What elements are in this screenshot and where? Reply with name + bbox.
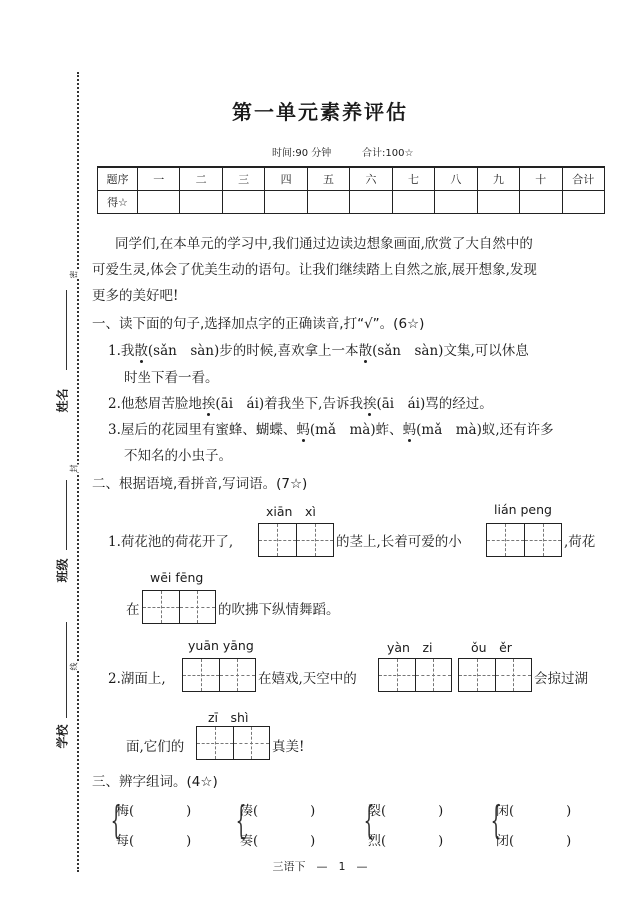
s2-q1-text-d: 在 — [126, 602, 140, 618]
text: 2.他愁眉苦脸地 — [108, 396, 202, 412]
name-label: 姓名 — [55, 388, 70, 413]
word-pair-3-top[interactable]: 裂( ) — [368, 804, 444, 819]
score-cell[interactable] — [180, 191, 222, 214]
score-cell[interactable] — [435, 191, 477, 214]
section-2-heading: 二、根据语境,看拼音,写词语。(7☆) — [92, 476, 308, 492]
score-label-cell: 得☆ — [98, 191, 138, 214]
pinyin-ouer: ǒu ěr — [471, 640, 512, 655]
s1-q1-line-1 — [108, 339, 529, 359]
write-grid-ouer[interactable] — [458, 658, 532, 692]
brace-icon: { — [110, 798, 122, 842]
word-pair-3-bottom[interactable]: 烈( ) — [368, 834, 444, 849]
col-header-cell: 九 — [477, 167, 519, 191]
word-pair-1-top[interactable]: 梅( ) — [116, 804, 192, 819]
s2-q1-text-a: 1.荷花池的荷花开了, — [108, 534, 234, 550]
col-header-cell: 五 — [307, 167, 349, 191]
word-pair-4-bottom[interactable]: 闭( ) — [496, 834, 572, 849]
score-table-score-row — [98, 191, 605, 214]
intro-line-1: 同学们,在本单元的学习中,我们通过边读边想象画面,欣赏了大自然中的 — [115, 236, 533, 252]
text: (sǎn sàn)步的时候,喜欢拿上一本 — [147, 343, 359, 359]
score-table-header-row — [98, 167, 605, 191]
page-footer: 三语下 — 1 — — [272, 860, 368, 873]
word-pair-4-top[interactable]: 闲( ) — [496, 804, 572, 819]
s2-q2-text-a: 2.湖面上, — [108, 671, 166, 687]
word-pair-2-bottom[interactable]: 奏( ) — [240, 834, 316, 849]
score-cell[interactable] — [477, 191, 519, 214]
brace-icon: { — [363, 798, 375, 842]
pinyin-lianpeng: lián peng — [494, 502, 552, 517]
score-cell[interactable] — [222, 191, 264, 214]
col-header-cell: 合计 — [562, 167, 604, 191]
score-table — [97, 166, 605, 214]
s2-q2-text-e: 真美! — [272, 739, 305, 755]
dotted-char: 蚂 — [402, 422, 417, 438]
write-grid-zishi[interactable] — [196, 726, 270, 760]
text: 1.我 — [108, 343, 135, 359]
total-score: 合计:100☆ — [362, 148, 414, 159]
seal-mark-top: 密 — [69, 270, 79, 279]
s2-q2-text-b: 在嬉戏,天空中的 — [258, 671, 357, 687]
col-header-cell: 一 — [138, 167, 180, 191]
col-header-cell: 十 — [520, 167, 562, 191]
write-grid-yuanyang[interactable] — [182, 658, 256, 692]
score-cell[interactable] — [562, 191, 604, 214]
col-header-cell: 七 — [392, 167, 434, 191]
score-cell[interactable] — [265, 191, 307, 214]
section-1-heading: 一、读下面的句子,选择加点字的正确读音,打“√”。(6☆) — [92, 316, 425, 332]
text: (āi ái)着我坐下,告诉我 — [215, 396, 363, 412]
brace-icon: { — [490, 798, 502, 842]
pinyin-xianxi: xiān xì — [266, 504, 316, 519]
word-pair-2-top[interactable]: 凑( ) — [240, 804, 316, 819]
seal-mark-mid: 封 — [69, 464, 79, 473]
s2-q1-text-c: ,荷花 — [564, 534, 596, 550]
text: (mǎ mà)蚁,还有许多 — [416, 422, 554, 438]
write-grid-xianxi[interactable] — [258, 523, 334, 557]
text: (mǎ mà)蚱、 — [309, 422, 403, 438]
col-header-cell: 三 — [222, 167, 264, 191]
class-write-line[interactable] — [66, 480, 67, 550]
s2-q2-text-d: 面,它们的 — [126, 739, 185, 755]
time-limit: 时间:90 分钟 — [272, 148, 332, 159]
name-write-line[interactable] — [66, 290, 67, 370]
col-header-cell: 四 — [265, 167, 307, 191]
word-pair-1-bottom[interactable]: 每( ) — [116, 834, 192, 849]
s1-q1-line-2: 时坐下看一看。 — [124, 370, 219, 386]
pinyin-zishi: zī shì — [208, 710, 249, 725]
text: (āi ái)骂的经过。 — [376, 396, 493, 412]
dotted-char: 蚂 — [296, 422, 310, 438]
s2-q1-text-e: 的吹拂下纵情舞蹈。 — [218, 602, 340, 618]
col-header-cell: 八 — [435, 167, 477, 191]
school-label: 学校 — [55, 724, 70, 749]
score-cell[interactable] — [520, 191, 562, 214]
score-cell[interactable] — [350, 191, 392, 214]
text: 3.屋后的花园里有蜜蜂、蝴蝶、 — [108, 422, 297, 438]
pinyin-yuanyang: yuān yāng — [188, 638, 254, 653]
pinyin-weifeng: wēi fēng — [150, 570, 204, 585]
score-cell[interactable] — [307, 191, 349, 214]
text: (sǎn sàn)文集,可以休息 — [372, 343, 529, 359]
row-header-cell: 题序 — [98, 167, 138, 191]
dotted-char: 挨 — [201, 396, 216, 412]
write-grid-weifeng[interactable] — [142, 590, 216, 624]
intro-line-2: 可爱生灵,体会了优美生动的语句。让我们继续踏上自然之旅,展开想象,发现 — [92, 262, 537, 278]
dotted-char: 挨 — [362, 396, 377, 412]
s1-q3-line-1 — [108, 418, 554, 438]
score-cell[interactable] — [392, 191, 434, 214]
section-3-heading: 三、辨字组词。(4☆) — [92, 774, 218, 790]
page-title: 第一单元素养评估 — [232, 100, 408, 124]
dotted-char: 散 — [358, 343, 373, 359]
write-grid-yanzi[interactable] — [378, 658, 452, 692]
school-write-line[interactable] — [66, 622, 67, 718]
seal-mark-bottom: 线 — [69, 662, 79, 671]
brace-icon: { — [235, 798, 247, 842]
s1-q3-line-2: 不知名的小虫子。 — [124, 448, 232, 464]
col-header-cell: 六 — [350, 167, 392, 191]
pinyin-yanzi: yàn zi — [387, 640, 433, 655]
col-header-cell: 二 — [180, 167, 222, 191]
class-label: 班级 — [55, 558, 70, 583]
dotted-char: 散 — [134, 343, 148, 359]
s2-q1-text-b: 的茎上,长着可爱的小 — [336, 534, 462, 550]
write-grid-lianpeng[interactable] — [486, 523, 562, 557]
intro-line-3: 更多的美好吧! — [92, 288, 179, 304]
score-cell[interactable] — [138, 191, 180, 214]
s1-q2-line — [108, 392, 493, 412]
s2-q2-text-c: 会掠过湖 — [534, 671, 588, 687]
